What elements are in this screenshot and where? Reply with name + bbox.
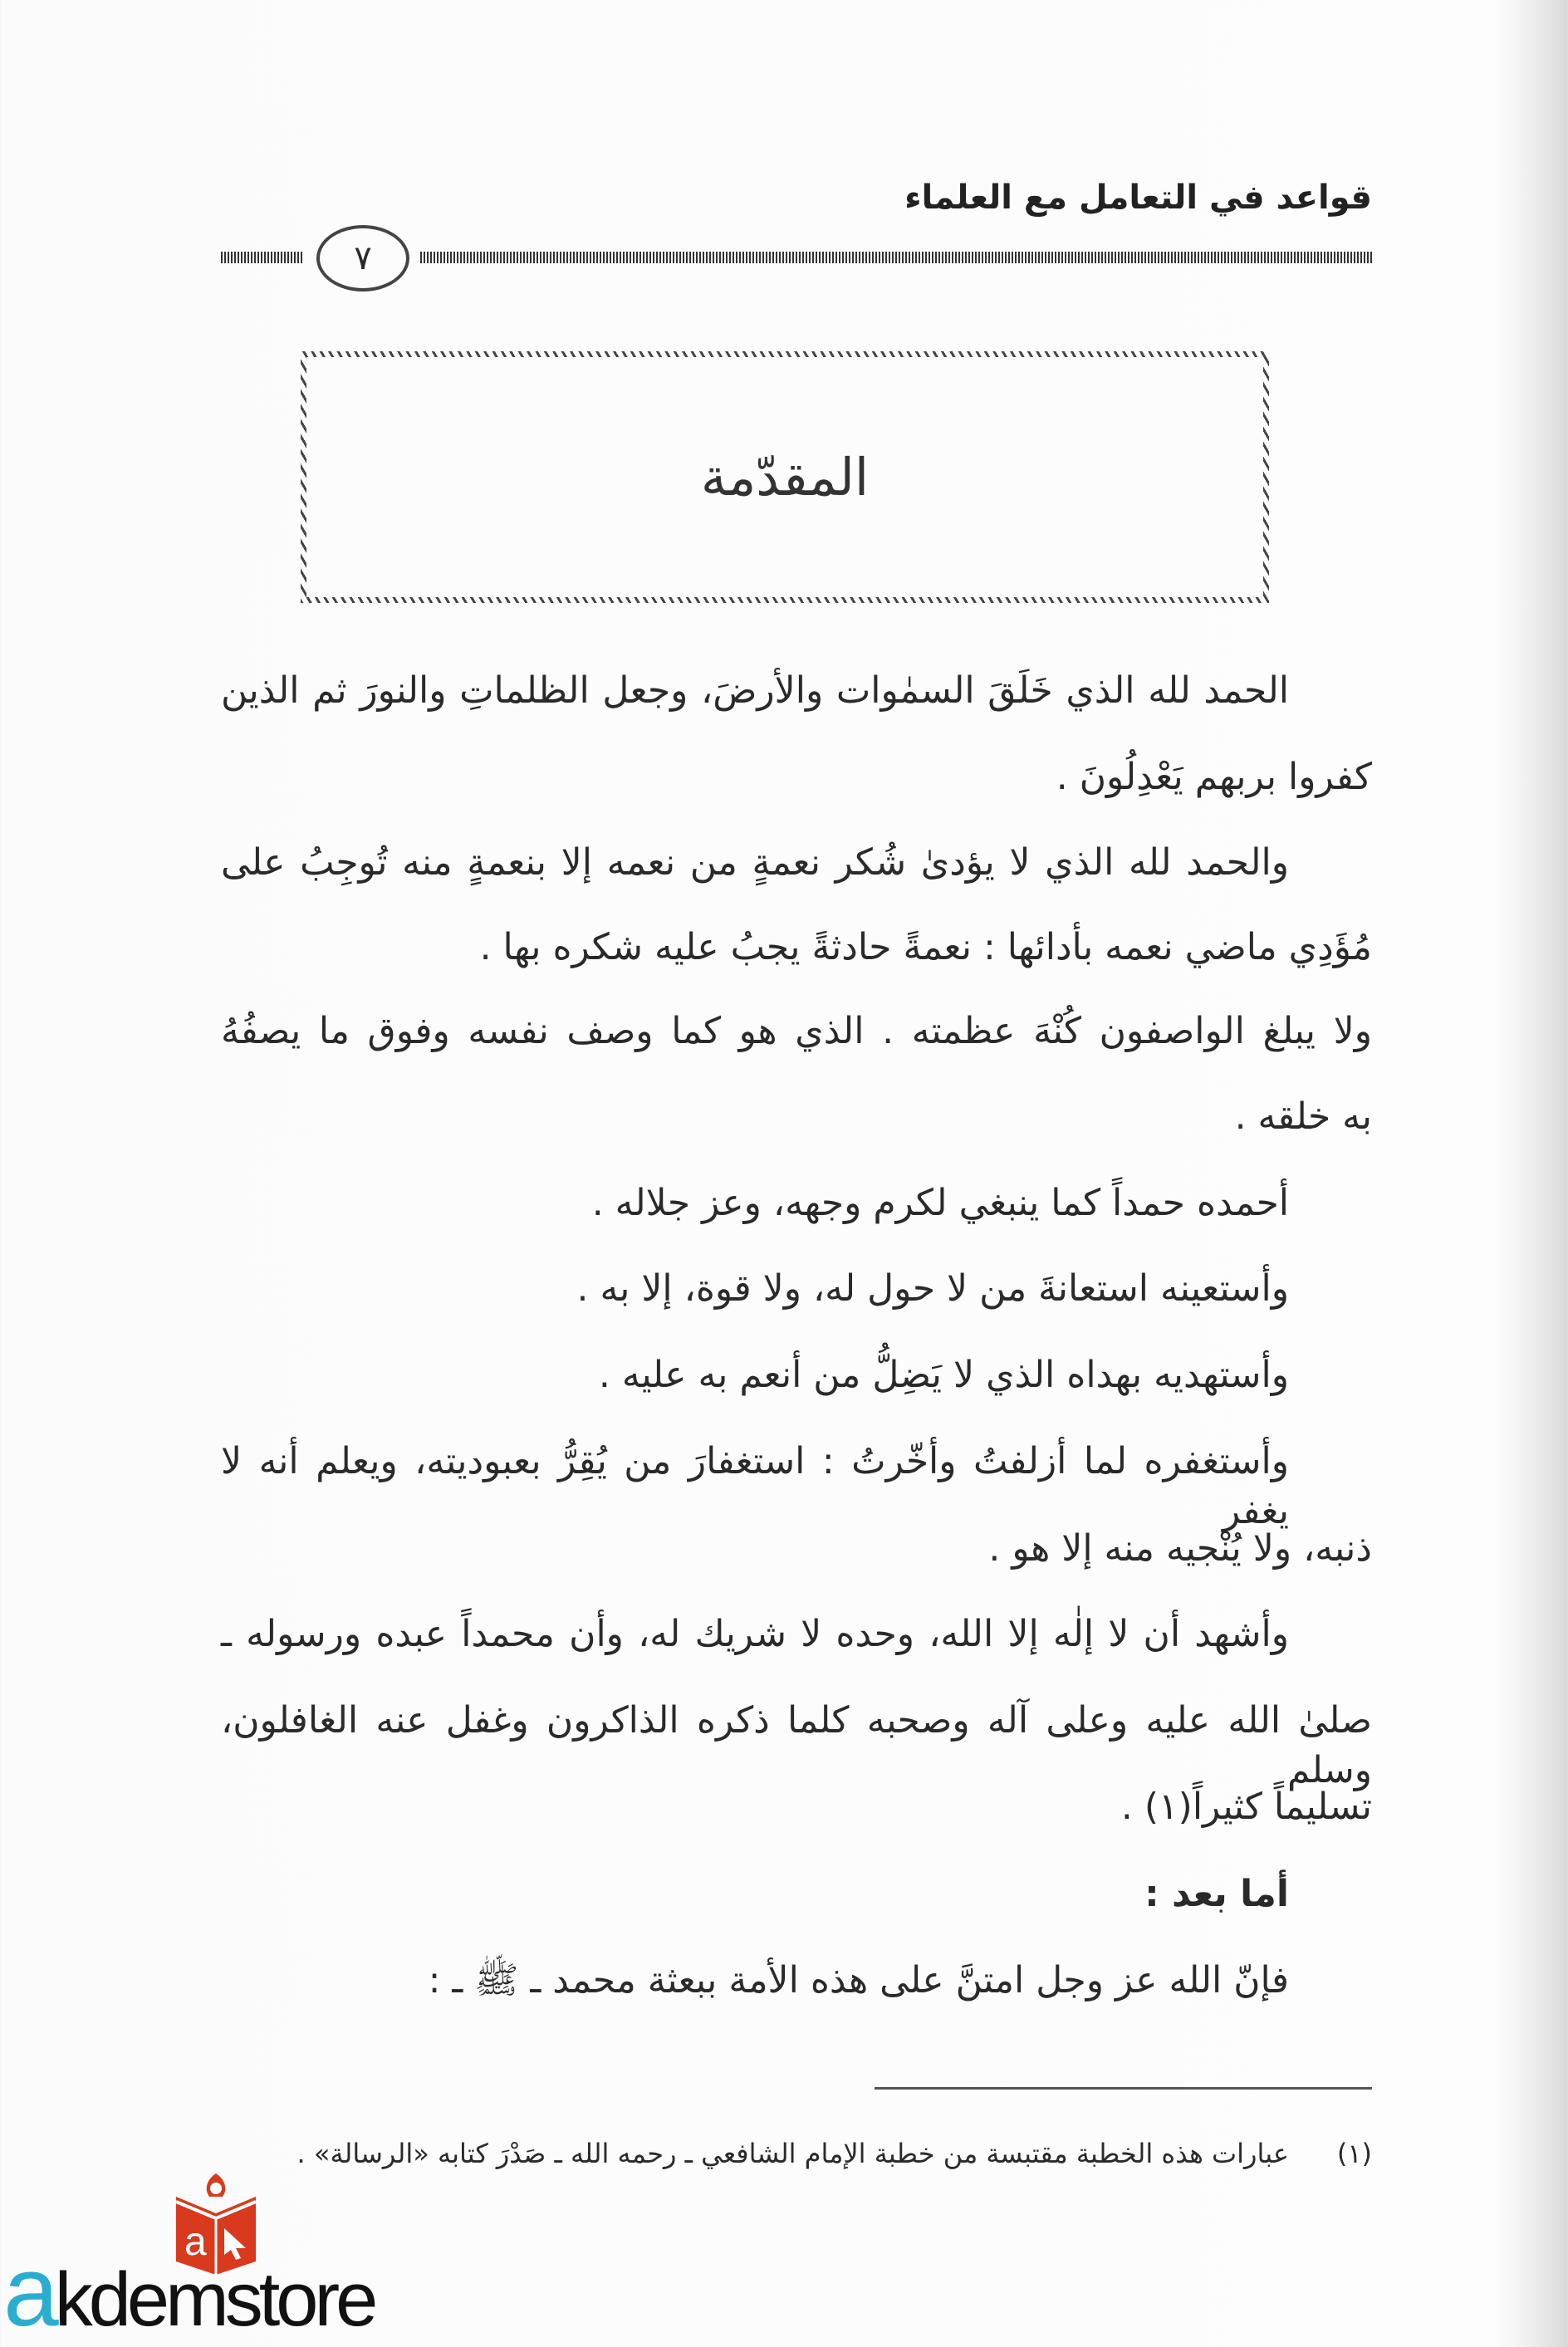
text-line: تسليماً كثيراً(١) . <box>1120 1786 1372 1828</box>
header-rule-right <box>420 252 1372 263</box>
page-number-badge <box>316 225 409 292</box>
page-number: ٧ <box>354 239 372 277</box>
section-title-frame <box>301 351 1269 603</box>
text-line: وأستغفره لما أزلفتُ وأخّرتُ : استغفارَ من يُقِرُّ بعبوديته، ويعلم أنه لا يغفر <box>221 1440 1289 1532</box>
text-line: وأشهد أن لا إلٰه إلا الله، وحده لا شريك له، وأن محمداً عبده ورسوله ـ <box>221 1613 1289 1655</box>
section-title: المقدّمة <box>700 447 870 507</box>
text-line: وأستهديه بهداه الذي لا يَضِلُّ من أنعم به عليه . <box>598 1354 1289 1396</box>
footnote-text: عبارات هذه الخطبة مقتبسة من خطبة الإمام الشافعي ـ رحمه الله ـ صَدْرَ كتابه «الرسالة» . <box>296 2138 1289 2169</box>
text-line: ولا يبلغ الواصفون كُنْهَ عظمته . الذي هو كما وصف نفسه وفوق ما يصفُهُ <box>221 1010 1372 1052</box>
watermark-rest: kdemstore <box>54 2257 375 2342</box>
footnote-number: (١) <box>1336 2138 1372 2169</box>
text-line: ذنبه، ولا يُنْجيه منه إلا هو . <box>988 1527 1372 1570</box>
text-line: مُؤَدِي ماضي نعمه بأدائها : نعمةً حادثةً يجبُ عليه شكره بها . <box>479 926 1372 968</box>
svg-text:a: a <box>184 2220 207 2264</box>
footnote-rule <box>875 2087 1372 2090</box>
text-line: صلىٰ الله عليه وعلى آله وصحبه كلما ذكره الذاكرون وغفل عنه الغافلون، وسلم <box>221 1699 1372 1791</box>
text-line: والحمد لله الذي لا يؤدىٰ شُكر نعمةٍ من نعمه إلا بنعمةٍ منه تُوجِبُ على <box>221 841 1289 884</box>
watermark-first-letter: a <box>3 2236 55 2347</box>
header-rule-left <box>221 252 304 263</box>
text-line: أحمده حمداً كما ينبغي لكرم وجهه، وعز جلاله . <box>591 1182 1289 1224</box>
watermark-text <box>3 2236 375 2347</box>
text-line: وأستعينه استعانةَ من لا حول له، ولا قوة، إلا به . <box>576 1267 1289 1310</box>
text-line: فإنّ الله عز وجل امتنَّ على هذه الأمة ببعثة محمد ـ ﷺ ـ : <box>428 1959 1289 2002</box>
text-line: كفروا بربهم يَعْدِلُونَ . <box>1056 756 1372 798</box>
running-header-title: قواعد في التعامل مع العلماء <box>904 179 1372 217</box>
text-line-heading: أما بعد : <box>1144 1873 1289 1915</box>
watermark-logo <box>0 2172 440 2347</box>
text-line: الحمد لله الذي خَلَقَ السمٰوات والأرضَ، وجعل الظلماتِ والنورَ ثم الذين <box>221 669 1289 712</box>
text-line: به خلقه . <box>1234 1095 1372 1138</box>
